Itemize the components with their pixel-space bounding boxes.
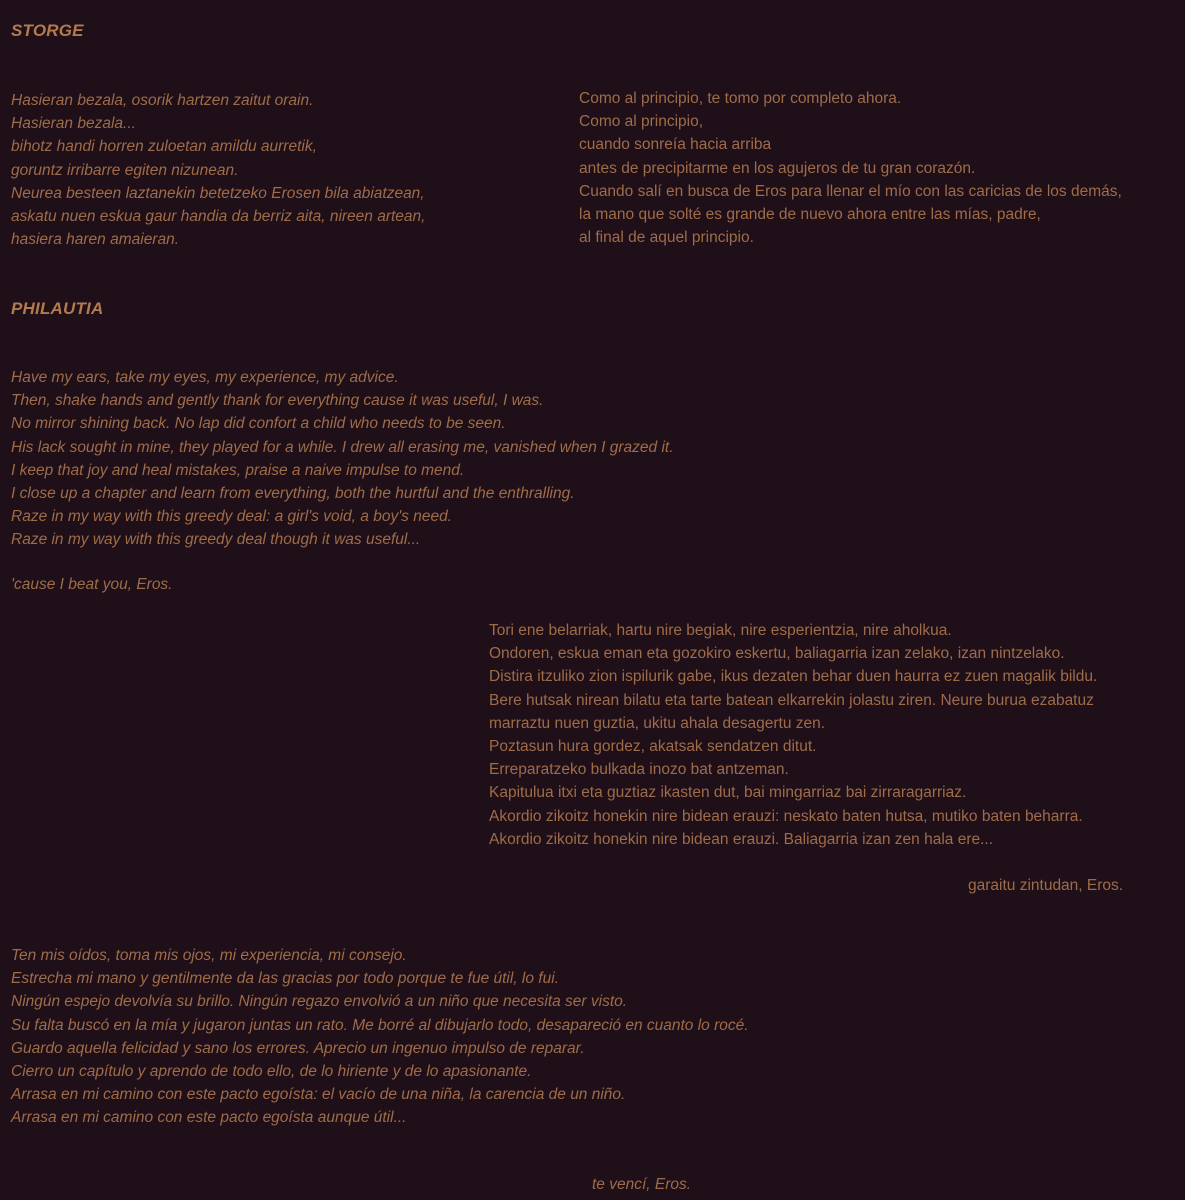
poem-line: bihotz handi horren zuloetan amildu aurretik,	[11, 138, 317, 156]
poem-line: la mano que solté es grande de nuevo ahora entre las mías, padre,	[579, 205, 1041, 223]
poem-line: Ondoren, eskua eman eta gozokiro eskertu, baliagarria izan zelako, izan nintzelako.	[489, 645, 1065, 663]
poem-line: Erreparatzeko bulkada inozo bat antzeman.	[489, 761, 789, 779]
poem-line: I close up a chapter and learn from everything, both the hurtful and the enthralling.	[11, 484, 575, 502]
philautia-spanish-signoff: te vencí, Eros.	[592, 1176, 692, 1193]
poem-line: Hasieran bezala...	[11, 115, 136, 133]
poem-line: Kapitulua itxi eta guztiaz ikasten dut, bai mingarriaz bai zirraragarriaz.	[489, 784, 967, 802]
poem-line: askatu nuen eskua gaur handia da berriz aita, nireen artean,	[11, 207, 426, 225]
philautia-english-signoff: 'cause I beat you, Eros.	[11, 576, 173, 593]
poem-line: Ningún espejo devolvía su brillo. Ningún regazo envolvió a un niño que necesita ser visto.	[11, 993, 628, 1011]
poem-line: Ten mis oídos, toma mis ojos, mi experiencia, mi consejo.	[11, 947, 407, 964]
poem-line: hasiera haren amaieran.	[11, 231, 180, 249]
poem-line: Cuando salí en busca de Eros para llenar el mío con las caricias de los demás,	[579, 182, 1122, 200]
poem-line: No mirror shining back. No lap did confort a child who needs to be seen.	[11, 415, 506, 433]
poem-line: Estrecha mi mano y gentilmente da las gracias por todo porque te fue útil, lo fui.	[11, 970, 559, 988]
poem-line: I keep that joy and heal mistakes, praise a naive impulse to mend.	[11, 461, 465, 479]
poem-line: Akordio zikoitz honekin nire bidean erauzi: neskato baten hutsa, mutiko baten beharra.	[489, 807, 1083, 825]
storge-heading: STORGE	[11, 21, 84, 40]
poem-line: Cierro un capítulo y aprendo de todo ello, de lo hiriente y de lo apasionante.	[11, 1062, 532, 1080]
philautia-basque-signoff: garaitu zintudan, Eros.	[968, 877, 1124, 894]
poem-line: cuando sonreía hacia arriba	[579, 136, 772, 154]
poem-line: Guardo aquella felicidad y sano los errores. Aprecio un ingenuo impulso de reparar.	[11, 1039, 585, 1057]
philautia-english-poem	[11, 366, 674, 552]
poem-line: goruntz irribarre egiten nizunean.	[11, 161, 239, 179]
philautia-basque-poem	[489, 619, 1097, 851]
poem-line: Tori ene belarriak, hartu nire begiak, nire esperientzia, nire aholkua.	[489, 622, 952, 639]
storge-spanish-poem	[579, 87, 1122, 249]
poem-line: marraztu nuen guztia, ukitu ahala desagertu zen.	[489, 714, 826, 732]
poem-line: His lack sought in mine, they played for a while. I drew all erasing me, vanished when I grazed it.	[11, 438, 674, 456]
poem-line: Como al principio,	[579, 113, 704, 131]
philautia-spanish-poem	[11, 944, 749, 1130]
poem-line: Neurea besteen laztanekin betetzeko Erosen bila abiatzean,	[11, 184, 425, 202]
poem-line: Poztasun hura gordez, akatsak sendatzen ditut.	[489, 737, 817, 755]
poem-line: Como al principio, te tomo por completo ahora.	[579, 90, 902, 107]
poem-line: al final de aquel principio.	[579, 229, 754, 247]
poem-line: Hasieran bezala, osorik hartzen zaitut orain.	[11, 92, 314, 109]
storge-basque-poem	[11, 89, 425, 251]
poem-line: Bere hutsak nirean bilatu eta tarte batean elkarrekin jolastu ziren. Neure burua ezabatuz	[489, 691, 1094, 709]
poem-line: Have my ears, take my eyes, my experience, my advice.	[11, 369, 399, 386]
poem-line: Raze in my way with this greedy deal: a girl's void, a boy's need.	[11, 508, 452, 526]
poem-line: Akordio zikoitz honekin nire bidean erauzi. Baliagarria izan zen hala ere...	[489, 830, 994, 848]
philautia-heading: PHILAUTIA	[11, 299, 104, 318]
poem-line: Arrasa en mi camino con este pacto egoísta aunque útil...	[11, 1109, 407, 1127]
poem-line: Then, shake hands and gently thank for everything cause it was useful, I was.	[11, 392, 544, 410]
poem-line: Raze in my way with this greedy deal though it was useful...	[11, 531, 421, 549]
poem-line: antes de precipitarme en los agujeros de tu gran corazón.	[579, 159, 976, 177]
poem-line: Su falta buscó en la mía y jugaron juntas un rato. Me borré al dibujarlo todo, desapareció en cuanto lo rocé.	[11, 1016, 749, 1034]
poem-line: Arrasa en mi camino con este pacto egoísta: el vacío de una niña, la carencia de un niño.	[11, 1086, 626, 1104]
poem-line: Distira itzuliko zion ispilurik gabe, ikus dezaten behar duen haurra ez zuen magalik bildu.	[489, 668, 1098, 686]
